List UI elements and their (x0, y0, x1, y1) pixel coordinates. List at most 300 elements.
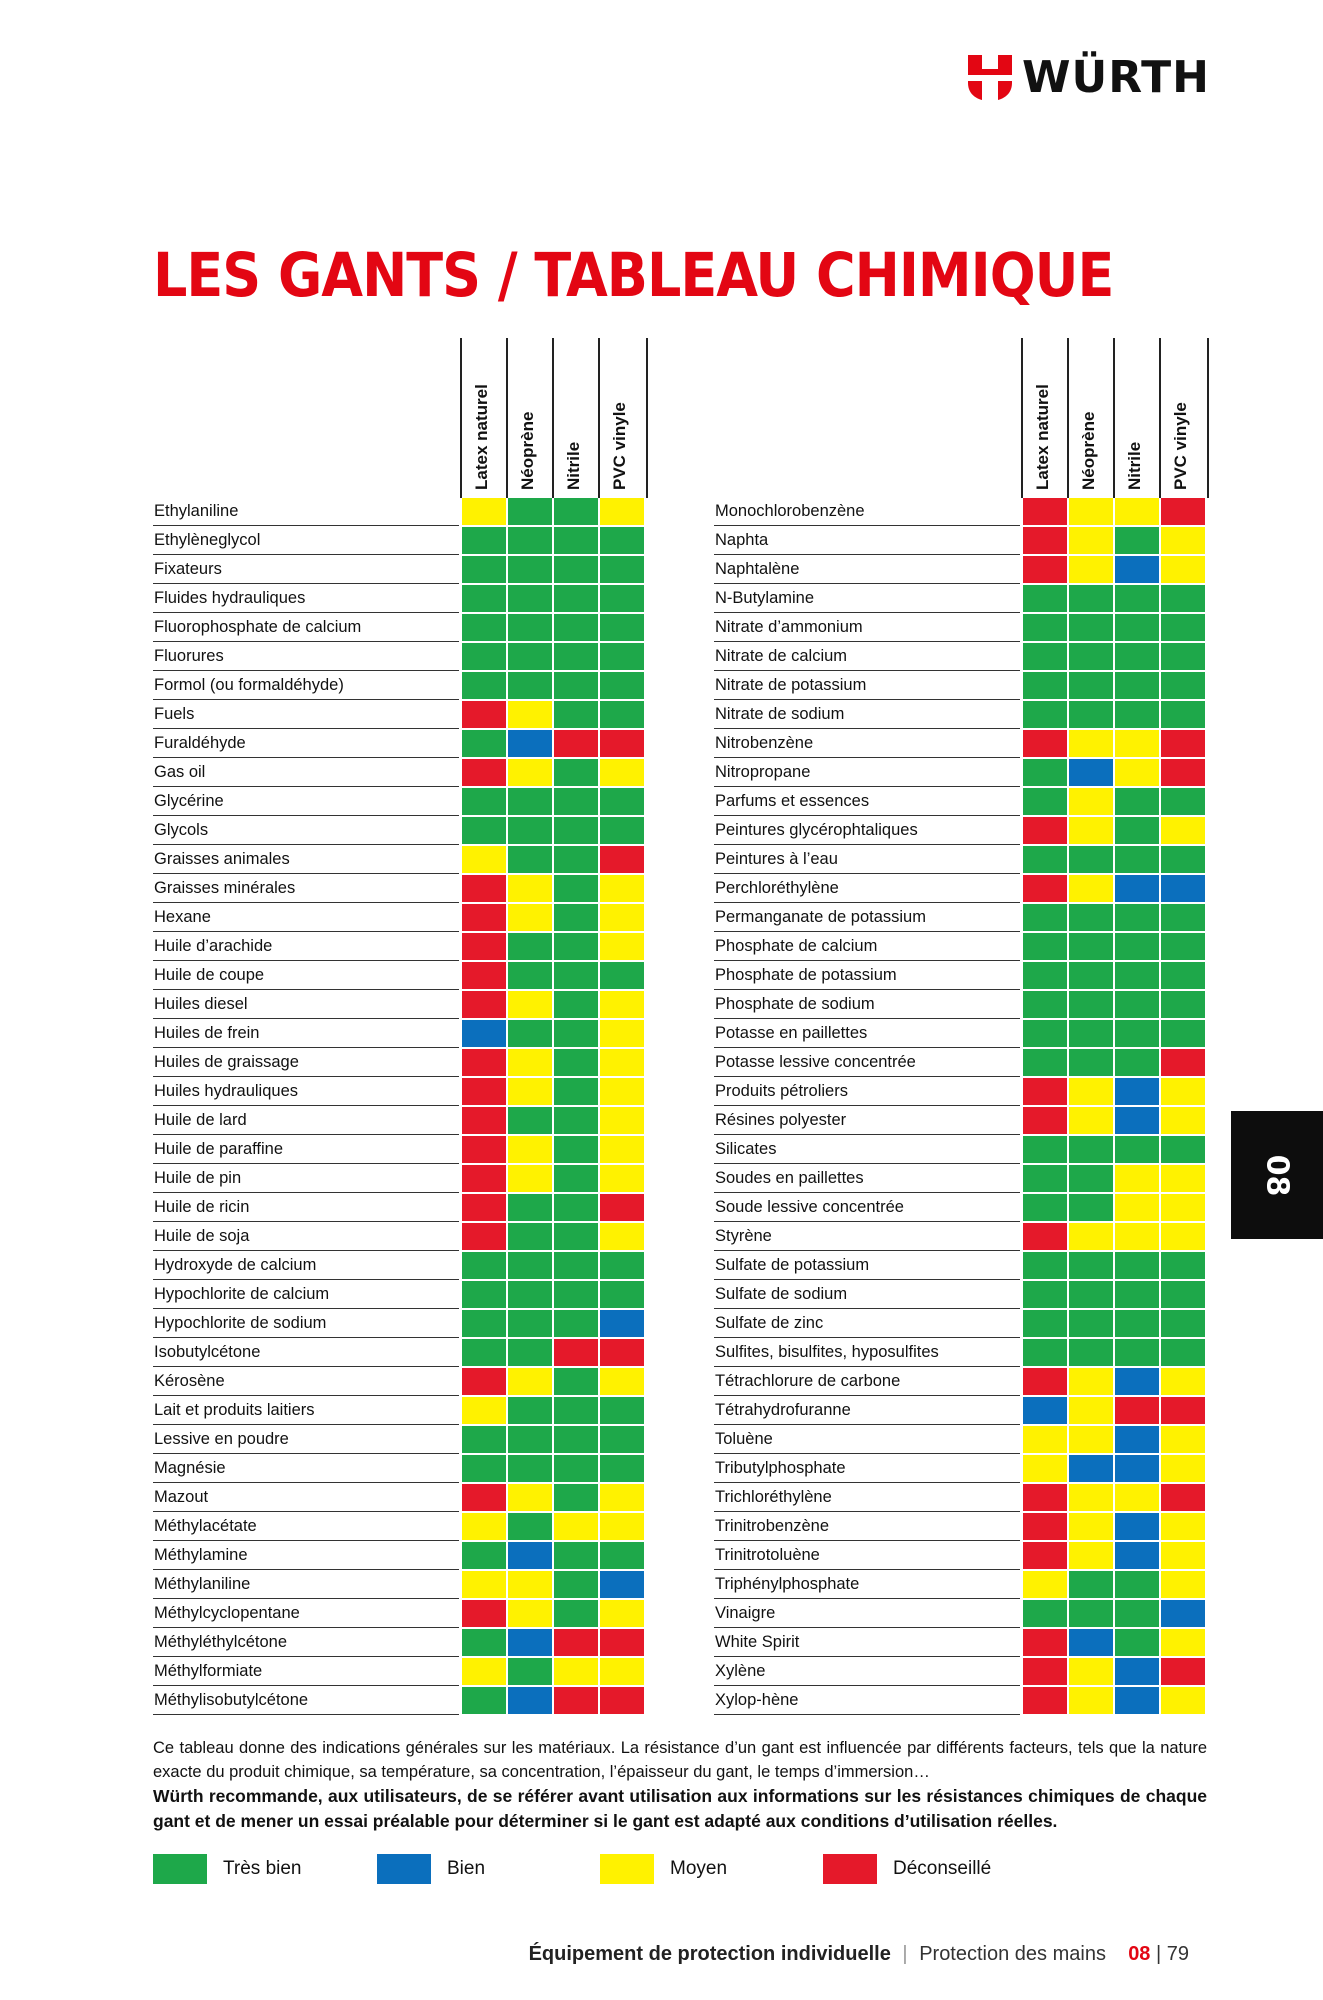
rating-cell (554, 498, 598, 525)
rating-cell (1115, 1281, 1159, 1308)
rating-cell (1023, 1629, 1067, 1656)
rating-cell (1069, 556, 1113, 583)
legend-swatch (153, 1854, 207, 1884)
rating-cell (600, 1020, 644, 1047)
rating-cell (508, 1542, 552, 1569)
chemical-name: Sulfate de potassium (714, 1252, 1020, 1280)
rating-cell (554, 585, 598, 612)
rating-cell (1161, 1165, 1205, 1192)
rating-cell (508, 1368, 552, 1395)
rating-cell (508, 701, 552, 728)
legend-item (600, 1852, 727, 1886)
rating-cell (1115, 556, 1159, 583)
page-title: LES GANTS / TABLEAU CHIMIQUE (153, 240, 1114, 311)
rating-cell (508, 672, 552, 699)
chemical-name: Fixateurs (153, 556, 459, 584)
rating-cell (462, 1687, 506, 1714)
rating-cell (600, 1165, 644, 1192)
rating-cell (508, 1571, 552, 1598)
chemical-name: Permanganate de potassium (714, 904, 1020, 932)
rating-cell (1115, 643, 1159, 670)
rating-cell (462, 1658, 506, 1685)
rating-cell (1161, 1687, 1205, 1714)
chemical-name: Silicates (714, 1136, 1020, 1164)
rating-cell (1069, 875, 1113, 902)
rating-cell (462, 730, 506, 757)
rating-cell (508, 759, 552, 786)
rating-cell (1069, 962, 1113, 989)
chemical-name: Nitrobenzène (714, 730, 1020, 758)
rating-cell (554, 1455, 598, 1482)
rating-cell (600, 527, 644, 554)
legend-swatch (823, 1854, 877, 1884)
rating-cell (1161, 962, 1205, 989)
rating-cell (508, 1136, 552, 1163)
chemical-name: Ethylèneglycol (153, 527, 459, 555)
column-header: Néoprène (1067, 338, 1115, 498)
rating-cell (554, 1165, 598, 1192)
rating-cell (554, 1107, 598, 1134)
rating-cell (462, 759, 506, 786)
footer-page-number: | 79 (1156, 1943, 1189, 1965)
rating-cell (554, 672, 598, 699)
rating-cell (600, 1687, 644, 1714)
rating-cell (1023, 556, 1067, 583)
column-header: Nitrile (552, 338, 600, 498)
chemical-name: Peintures glycérophtaliques (714, 817, 1020, 845)
legend-label: Moyen (670, 1858, 728, 1879)
rating-cell (1115, 788, 1159, 815)
rating-cell (508, 1194, 552, 1221)
chemical-name: Sulfate de sodium (714, 1281, 1020, 1309)
chemical-name: Lessive en poudre (153, 1426, 459, 1454)
rating-cell (508, 1049, 552, 1076)
rating-cell (508, 991, 552, 1018)
rating-cell (1161, 730, 1205, 757)
rating-cell (1069, 788, 1113, 815)
rating-cell (1069, 672, 1113, 699)
column-header: Néoprène (506, 338, 554, 498)
rating-cell (1115, 1165, 1159, 1192)
chemical-name: Fluorures (153, 643, 459, 671)
rating-cell (1161, 1281, 1205, 1308)
rating-cell (508, 875, 552, 902)
rating-cell (1161, 1513, 1205, 1540)
rating-cell (554, 1426, 598, 1453)
rating-cell (1115, 1687, 1159, 1714)
rating-cell (1161, 1658, 1205, 1685)
chemical-name: Méthylacétate (153, 1513, 459, 1541)
chemical-name: Résines polyester (714, 1107, 1020, 1135)
chemical-name: Gas oil (153, 759, 459, 787)
rating-cell (1069, 1658, 1113, 1685)
rating-cell (600, 1484, 644, 1511)
chemical-name: Xylop-hène (714, 1687, 1020, 1715)
chemical-name: Fuels (153, 701, 459, 729)
rating-cell (1161, 933, 1205, 960)
rating-cell (1115, 614, 1159, 641)
rating-cell (1069, 933, 1113, 960)
rating-cell (462, 817, 506, 844)
chemical-name: Huiles de frein (153, 1020, 459, 1048)
rating-cell (462, 1368, 506, 1395)
rating-cell (600, 875, 644, 902)
rating-cell (1023, 1426, 1067, 1453)
rating-cell (1161, 1194, 1205, 1221)
chemical-name: Sulfate de zinc (714, 1310, 1020, 1338)
rating-cell (554, 904, 598, 931)
rating-cell (554, 1687, 598, 1714)
rating-cell (462, 788, 506, 815)
rating-cell (508, 1020, 552, 1047)
rating-cell (1115, 701, 1159, 728)
chemical-name: Magnésie (153, 1455, 459, 1483)
rating-cell (554, 1252, 598, 1279)
rating-cell (1023, 1223, 1067, 1250)
rating-cell (1069, 1571, 1113, 1598)
rating-cell (508, 1687, 552, 1714)
rating-cell (1069, 1252, 1113, 1279)
rating-cell (508, 1455, 552, 1482)
rating-cell (1069, 1426, 1113, 1453)
rating-cell (1161, 875, 1205, 902)
rating-cell (462, 556, 506, 583)
chemical-name: Phosphate de calcium (714, 933, 1020, 961)
chemical-name: Nitrate de sodium (714, 701, 1020, 729)
chemical-name: Méthyléthylcétone (153, 1629, 459, 1657)
rating-cell (508, 643, 552, 670)
rating-cell (508, 1339, 552, 1366)
chemical-name: Huile de paraffine (153, 1136, 459, 1164)
rating-cell (1023, 788, 1067, 815)
rating-cell (600, 643, 644, 670)
chemical-name: Tributylphosphate (714, 1455, 1020, 1483)
rating-cell (1115, 1078, 1159, 1105)
chemical-name: Trinitrobenzène (714, 1513, 1020, 1541)
wurth-logo-icon (966, 53, 1014, 103)
rating-cell (462, 875, 506, 902)
rating-cell (508, 527, 552, 554)
rating-cell (1161, 1252, 1205, 1279)
chemical-name: Monochlorobenzène (714, 498, 1020, 526)
chemical-name: Glycérine (153, 788, 459, 816)
rating-cell (554, 1542, 598, 1569)
wurth-logo (966, 52, 1210, 104)
chemical-name: Styrène (714, 1223, 1020, 1251)
rating-cell (1023, 1513, 1067, 1540)
rating-cell (1115, 1339, 1159, 1366)
chemical-name: Formol (ou formaldéhyde) (153, 672, 459, 700)
rating-cell (462, 1484, 506, 1511)
rating-cell (1069, 701, 1113, 728)
rating-cell (554, 1513, 598, 1540)
rating-cell (462, 933, 506, 960)
rating-cell (600, 1397, 644, 1424)
chemical-name: Toluène (714, 1426, 1020, 1454)
footer-separator: | (902, 1943, 908, 1965)
rating-cell (508, 1165, 552, 1192)
chemical-name: Naphtalène (714, 556, 1020, 584)
chemical-name: Phosphate de potassium (714, 962, 1020, 990)
rating-cell (1115, 672, 1159, 699)
rating-cell (600, 556, 644, 583)
rating-cell (1161, 498, 1205, 525)
rating-cell (554, 1310, 598, 1337)
rating-cell (554, 817, 598, 844)
column-header: Latex naturel (460, 338, 508, 498)
rating-cell (1023, 1484, 1067, 1511)
rating-cell (554, 614, 598, 641)
chemical-name: Potasse en paillettes (714, 1020, 1020, 1048)
rating-cell (1023, 701, 1067, 728)
chemical-name: Tétrachlorure de carbone (714, 1368, 1020, 1396)
rating-cell (1161, 1049, 1205, 1076)
rating-cell (1023, 1571, 1067, 1598)
rating-cell (554, 1281, 598, 1308)
rating-cell (1023, 614, 1067, 641)
rating-cell (1069, 1629, 1113, 1656)
rating-cell (554, 933, 598, 960)
chemical-name: Hypochlorite de calcium (153, 1281, 459, 1309)
rating-cell (1115, 1049, 1159, 1076)
chemical-name: Phosphate de sodium (714, 991, 1020, 1019)
rating-cell (508, 1600, 552, 1627)
rating-cell (1115, 1571, 1159, 1598)
rating-cell (600, 1049, 644, 1076)
rating-cell (1023, 1020, 1067, 1047)
chemical-name: Naphta (714, 527, 1020, 555)
chemical-name: Xylène (714, 1658, 1020, 1686)
rating-cell (600, 1194, 644, 1221)
chemical-name: Triphénylphosphate (714, 1571, 1020, 1599)
chemical-name: Fluorophosphate de calcium (153, 614, 459, 642)
rating-cell (554, 759, 598, 786)
chemical-name: White Spirit (714, 1629, 1020, 1657)
rating-cell (1069, 1078, 1113, 1105)
rating-cell (1069, 1310, 1113, 1337)
rating-cell (462, 1020, 506, 1047)
column-header: Latex naturel (1021, 338, 1069, 498)
rating-cell (554, 875, 598, 902)
rating-cell (462, 498, 506, 525)
rating-cell (1161, 788, 1205, 815)
rating-cell (1069, 1223, 1113, 1250)
rating-cell (1069, 643, 1113, 670)
chemical-name: N-Butylamine (714, 585, 1020, 613)
chapter-tab (1231, 1111, 1323, 1239)
rating-cell (508, 1223, 552, 1250)
rating-cell (554, 1223, 598, 1250)
rating-cell (1161, 1368, 1205, 1395)
rating-cell (1069, 730, 1113, 757)
rating-cell (1115, 1513, 1159, 1540)
rating-cell (554, 788, 598, 815)
rating-cell (600, 498, 644, 525)
rating-cell (600, 904, 644, 931)
rating-cell (600, 672, 644, 699)
rating-cell (462, 527, 506, 554)
rating-cell (554, 1020, 598, 1047)
chemical-name: Nitrate d’ammonium (714, 614, 1020, 642)
chemical-name: Furaldéhyde (153, 730, 459, 758)
rating-cell (1115, 1107, 1159, 1134)
footer-chapter: 08 (1128, 1943, 1151, 1965)
rating-cell (554, 1136, 598, 1163)
rating-cell (1161, 1136, 1205, 1163)
rating-cell (1115, 1368, 1159, 1395)
rating-cell (1069, 527, 1113, 554)
rating-cell (1161, 991, 1205, 1018)
rating-cell (1069, 1513, 1113, 1540)
rating-cell (1069, 1107, 1113, 1134)
legend-item (153, 1852, 302, 1886)
rating-cell (1069, 1136, 1113, 1163)
rating-cell (1115, 1020, 1159, 1047)
rating-cell (1161, 643, 1205, 670)
rating-cell (462, 1542, 506, 1569)
chemical-name: Méthylamine (153, 1542, 459, 1570)
rating-cell (1161, 1426, 1205, 1453)
chemical-name: Huile de lard (153, 1107, 459, 1135)
rating-cell (554, 1571, 598, 1598)
rating-cell (554, 1600, 598, 1627)
rating-cell (462, 585, 506, 612)
rating-cell (508, 817, 552, 844)
rating-cell (1161, 1020, 1205, 1047)
rating-cell (462, 614, 506, 641)
rating-cell (600, 585, 644, 612)
chemical-name: Huile de soja (153, 1223, 459, 1251)
rating-cell (508, 1426, 552, 1453)
chemical-name: Mazout (153, 1484, 459, 1512)
rating-cell (1161, 556, 1205, 583)
rating-cell (554, 1484, 598, 1511)
rating-cell (600, 1339, 644, 1366)
rating-cell (462, 1426, 506, 1453)
rating-cell (1115, 585, 1159, 612)
chapter-tab-label: 08 (1259, 1154, 1295, 1196)
rating-cell (600, 1629, 644, 1656)
rating-cell (462, 643, 506, 670)
rating-cell (1115, 1136, 1159, 1163)
rating-cell (1023, 1687, 1067, 1714)
rating-cell (462, 1281, 506, 1308)
rating-cell (1115, 730, 1159, 757)
rating-cell (1023, 1049, 1067, 1076)
rating-cell (554, 991, 598, 1018)
rating-cell (1161, 759, 1205, 786)
rating-cell (1161, 1078, 1205, 1105)
rating-cell (462, 991, 506, 1018)
rating-cell (508, 788, 552, 815)
rating-cell (1115, 1542, 1159, 1569)
rating-cell (600, 1571, 644, 1598)
rating-cell (508, 1629, 552, 1656)
chemical-name: Graisses minérales (153, 875, 459, 903)
rating-cell (1115, 1252, 1159, 1279)
rating-cell (554, 701, 598, 728)
rating-cell (1023, 672, 1067, 699)
rating-cell (508, 904, 552, 931)
rating-cell (508, 933, 552, 960)
rating-cell (1115, 1397, 1159, 1424)
legend-item (823, 1852, 991, 1886)
rating-cell (554, 962, 598, 989)
rating-cell (600, 1310, 644, 1337)
rating-cell (600, 1078, 644, 1105)
rating-cell (508, 1107, 552, 1134)
rating-cell (1023, 527, 1067, 554)
rating-cell (462, 1136, 506, 1163)
rating-cell (554, 1368, 598, 1395)
rating-cell (600, 1542, 644, 1569)
rating-cell (1161, 1600, 1205, 1627)
legend-swatch (377, 1854, 431, 1884)
rating-cell (1161, 614, 1205, 641)
chemical-name: Nitrate de calcium (714, 643, 1020, 671)
chemical-name: Hydroxyde de calcium (153, 1252, 459, 1280)
rating-cell (462, 1252, 506, 1279)
legend-label: Déconseillé (893, 1858, 992, 1879)
rating-cell (462, 1049, 506, 1076)
rating-cell (462, 1397, 506, 1424)
rating-cell (462, 1600, 506, 1627)
rating-cell (1023, 759, 1067, 786)
rating-cell (1115, 527, 1159, 554)
rating-cell (600, 614, 644, 641)
rating-cell (1023, 1542, 1067, 1569)
rating-cell (1069, 846, 1113, 873)
rating-cell (1115, 498, 1159, 525)
brand-name: WÜRTH (1022, 52, 1211, 103)
footer-subsection: Protection des mains (919, 1943, 1106, 1965)
rating-cell (1069, 991, 1113, 1018)
chemical-name: Graisses animales (153, 846, 459, 874)
rating-cell (1023, 904, 1067, 931)
rating-cell (1023, 1165, 1067, 1192)
rating-cell (554, 556, 598, 583)
rating-cell (1115, 875, 1159, 902)
rating-cell (554, 1194, 598, 1221)
rating-cell (1115, 817, 1159, 844)
rating-cell (1069, 1484, 1113, 1511)
rating-cell (1023, 1368, 1067, 1395)
chemical-name: Isobutylcétone (153, 1339, 459, 1367)
rating-cell (508, 1484, 552, 1511)
rating-cell (1023, 1078, 1067, 1105)
rating-cell (508, 1397, 552, 1424)
rating-cell (1023, 991, 1067, 1018)
rating-cell (600, 1600, 644, 1627)
rating-cell (1161, 1484, 1205, 1511)
chemical-name: Huiles de graissage (153, 1049, 459, 1077)
rating-cell (1115, 1455, 1159, 1482)
rating-cell (600, 1107, 644, 1134)
rating-cell (1115, 1484, 1159, 1511)
chemical-name: Parfums et essences (714, 788, 1020, 816)
chemical-name: Huile de coupe (153, 962, 459, 990)
rating-cell (600, 1136, 644, 1163)
rating-cell (1161, 817, 1205, 844)
column-header: Nitrile (1113, 338, 1161, 498)
chemical-name: Méthylisobutylcétone (153, 1687, 459, 1715)
rating-cell (1023, 1136, 1067, 1163)
rating-cell (1115, 1310, 1159, 1337)
rating-cell (1069, 1368, 1113, 1395)
rating-cell (462, 1165, 506, 1192)
disclaimer-recommendation: Würth recommande, aux utilisateurs, de se référer avant utilisation aux informations sur les résistances chimiques de chaque gant et de mener un essai préalable pour déterminer si le gant est adapté aux conditions d’utilisation réelles. (153, 1786, 1207, 1831)
rating-cell (1115, 1629, 1159, 1656)
